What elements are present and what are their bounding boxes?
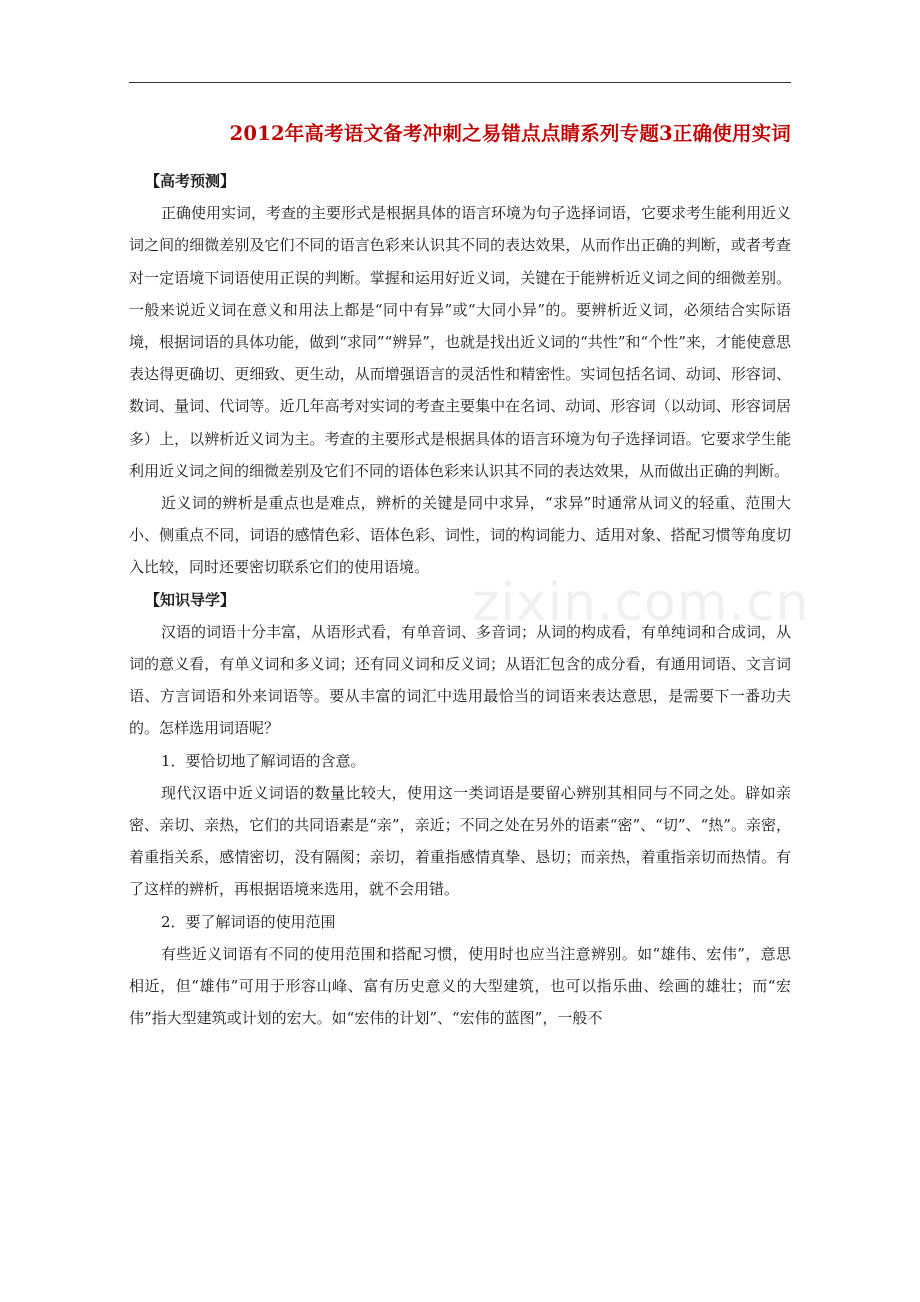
list-item-heading: 1．要恰切地了解词语的含意。	[161, 751, 366, 770]
document-body	[129, 165, 791, 1034]
list-item-heading: 2．要了解词语的使用范围	[161, 912, 336, 931]
document-title: 2012年高考语文备考冲刺之易错点点睛系列专题3正确使用实词	[229, 122, 791, 145]
paragraph: 现代汉语中近义词语的数量比较大，使用这一类词语是要留心辨别其相同与不同之处。辟如亲密、亲切、亲热，它们的共同语素是“亲”，亲近；不同之处在另外的语素“密”、“切”、“热”。亲密，着重指关系，感情密切，没有隔阂；亲切，着重指感情真挚、恳切；而亲热，着重指亲切而热情。有了这样的辨析，再根据语境来选用，就不会用错。	[129, 783, 791, 899]
paragraph: 有些近义词语有不同的使用范围和搭配习惯，使用时也应当注意辨别。如“雄伟、宏伟”，意思相近，但“雄伟”可用于形容山峰、富有历史意义的大型建筑，也可以指乐曲、绘画的雄壮；而“宏伟”指大型建筑或计划的宏大。如“宏伟的计划”、“宏伟的蓝图”，一般不	[129, 944, 791, 1028]
section-heading-forecast: 【高考预测】	[145, 172, 236, 190]
paragraph: 汉语的词语十分丰富，从语形式看，有单音词、多音词；从词的构成看，有单纯词和合成词，从词的意义看，有单义词和多义词；还有同义词和反义词；从语汇包含的成分看，有通用词语、文言词语、方言词语和外来词语等。要从丰富的词汇中选用最恰当的词语来表达意思，是需要下一番功夫的。怎样选用词语呢？	[129, 622, 792, 738]
paragraph: 正确使用实词，考查的主要形式是根据具体的语言环境为句子选择词语，它要求考生能利用近义词之间的细微差别及它们不同的语言色彩来认识其不同的表达效果，从而作出正确的判断，或者考查对一定语境下词语使用正误的判断。掌握和运用好近义词，关键在于能辨析近义词之间的细微差别。一般来说近义词在意义和用法上都是“同中有异”或“大同小异”的。要辨析近义词，必须结合实际语境，根据词语的具体功能，做到“求同”“辨异”，也就是找出近义词的“共性”和“个性”来，才能使意思表达得更确切、更细致、更生动，从而增强语言的灵活性和精密性。实词包括名词、动词、形容词、数词、量词、代词等。近几年高考对实词的考查主要集中在名词、动词、形容词（以动词、形容词居多）上，以辨析近义词为主。考查的主要形式是根据具体的语言环境为句子选择词语。它要求学生能利用近义词之间的细微差别及它们不同的语体色彩来认识其不同的表达效果，从而做出正确的判断。	[129, 204, 792, 480]
watermark: zixin.com.cn	[472, 573, 810, 633]
section-heading-guide: 【知识导学】	[145, 590, 236, 609]
header-rule	[129, 82, 791, 83]
paragraph: 近义词的辨析是重点也是难点，辨析的关键是同中求异，“求异”时通常从词义的轻重、范围大小、侧重点不同，词语的感情色彩、语体色彩、词性，词的构词能力、适用对象、搭配习惯等角度切入比较，同时还要密切联系它们的使用语境。	[129, 494, 791, 577]
